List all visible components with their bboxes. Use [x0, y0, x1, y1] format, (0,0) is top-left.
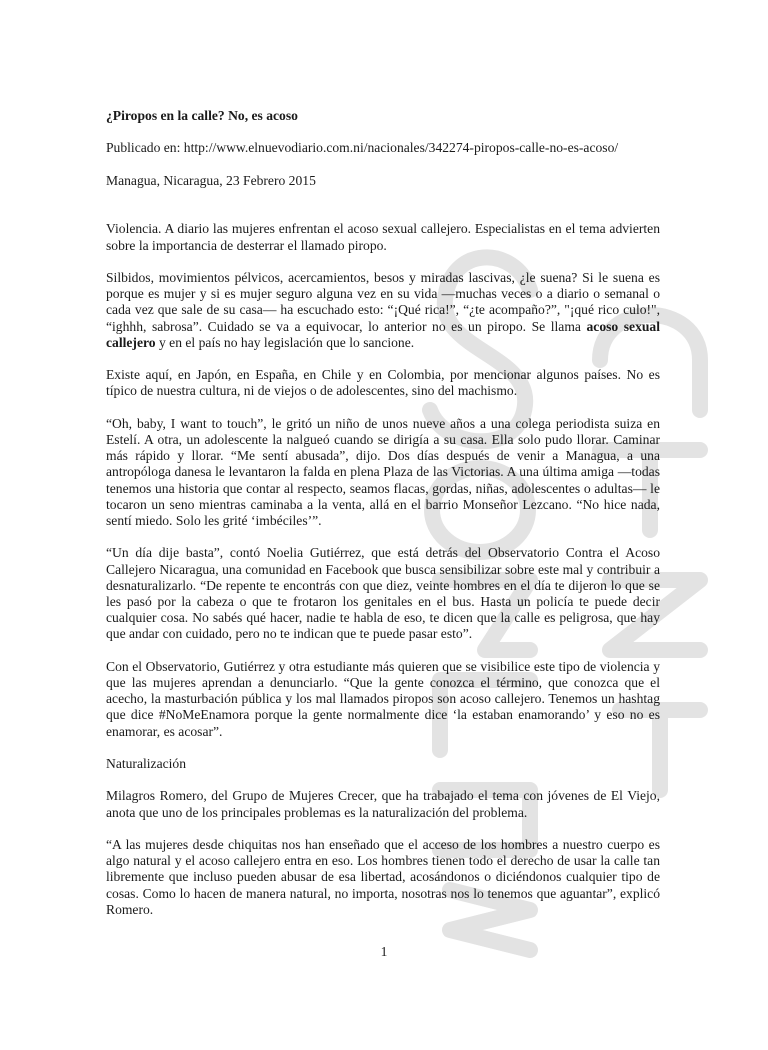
- dateline: Managua, Nicaragua, 23 Febrero 2015: [106, 172, 316, 188]
- paragraph-7: Milagros Romero, del Grupo de Mujeres Crecer, que ha trabajado el tema con jóvenes de El Viejo, anota que uno de los principales problemas es la naturalización del problema.: [106, 788, 660, 820]
- paragraph-6: Con el Observatorio, Gutiérrez y otra estudiante más quieren que se visibilice este tipo de violencia y que las mujeres aprendan a denunciarlo. “Que la gente conozca el término, que conozca que el acecho, la masturbación pública y los mal llamados piropos son acoso callejero. Tenemos un hashtag que dice #NoMeEnamora porque la gente normalmente dice ‘la estaban enamorando’ y eso no es enamorar, es acosar”.: [106, 658, 660, 739]
- document-body: [106, 108, 660, 934]
- published-source-line: Publicado en: http://www.elnuevodiario.com.ni/nacionales/342274-piropos-calle-no-es-acoso/: [106, 140, 619, 156]
- paragraph-2: [106, 270, 660, 351]
- paragraph-2-bold-term: acoso sexual callejero: [106, 318, 660, 350]
- paragraph-1: Violencia. A diario las mujeres enfrentan el acoso sexual callejero. Especialistas en el tema advierten sobre la importancia de desterrar el llamado piropo.: [106, 221, 660, 253]
- page-number: 1: [380, 944, 388, 959]
- paragraph-3: Existe aquí, en Japón, en España, en Chile y en Colombia, por mencionar algunos países. No es típico de nuestra cultura, ni de viejos o de adolescentes, sino del machismo.: [106, 367, 660, 399]
- paragraph-2-end: y en el país no hay legislación que lo sancione.: [155, 334, 415, 350]
- paragraph-2-start: Silbidos, movimientos pélvicos, acercamientos, besos y miradas lascivas, ¿le suena? Si le suena es porque es mujer y si es mujer seguro alguna vez en su vida —muchas veces o a diario o semanal o cada vez que sale de su casa— ha escuchado esto: “¡Qué rica!”, “¿te acompaño?”, "¡qué rico culo!", “ighhh, sabrosa”. Cuidado se va a equivocar, lo anterior no es un piropo. Se llama: [106, 269, 660, 334]
- paragraph-5: “Un día dije basta”, contó Noelia Gutiérrez, que está detrás del Observatorio Contra el Acoso Callejero Nicaragua, una comunidad en Facebook que busca sensibilizar sobre este mal y contribuir a desnaturalizarlo. “De repente te encontrás con que diez, veinte hombres en el día te dijeron lo que se les pasó por la cabeza o que te frotaron los genitales en el bus. Hasta un policía te puede decir cualquier cosa. No sabés qué hacer, nadie te habla de eso, te dicen que la calle es peligrosa, que hay que andar con cuidado, pero no te indican que te puede pasar esto”.: [106, 545, 660, 642]
- section-heading: Naturalización: [106, 755, 187, 771]
- paragraph-8: “A las mujeres desde chiquitas nos han enseñado que el acceso de los hombres a nuestro cuerpo es algo natural y el acoso callejero entra en eso. Los hombres tienen todo el derecho de usar la calle tan libremente que incluso pueden abusar de esa libertad, acosándonos o diciéndonos cualquier tipo de cosas. Como lo hacen de manera natural, no importa, nosotras nos lo tenemos que aguantar”, explicó Romero.: [106, 836, 660, 917]
- article-title: ¿Piropos en la calle? No, es acoso: [106, 108, 298, 123]
- paragraph-4: “Oh, baby, I want to touch”, le gritó un niño de unos nueve años a una colega periodista suiza en Estelí. A otra, un adolescente la nalgueó cuando se dirigía a su casa. Ella solo pudo llorar. Caminar más rápido y llorar. “Me sentí abusada”, dijo. Dos días después de venir a Managua, a una antropóloga danesa le levantaron la falda en plena Plaza de las Victorias. A una última amiga —todas tenemos una historia que contar al respecto, seamos flacas, gordas, niñas, adolescentes o adultas— le tocaron un seno mientras caminaba a la venta, allá en el barrio Monseñor Lezcano. “No hice nada, sentí miedo. Solo les grité ‘imbéciles’”.: [106, 415, 660, 528]
